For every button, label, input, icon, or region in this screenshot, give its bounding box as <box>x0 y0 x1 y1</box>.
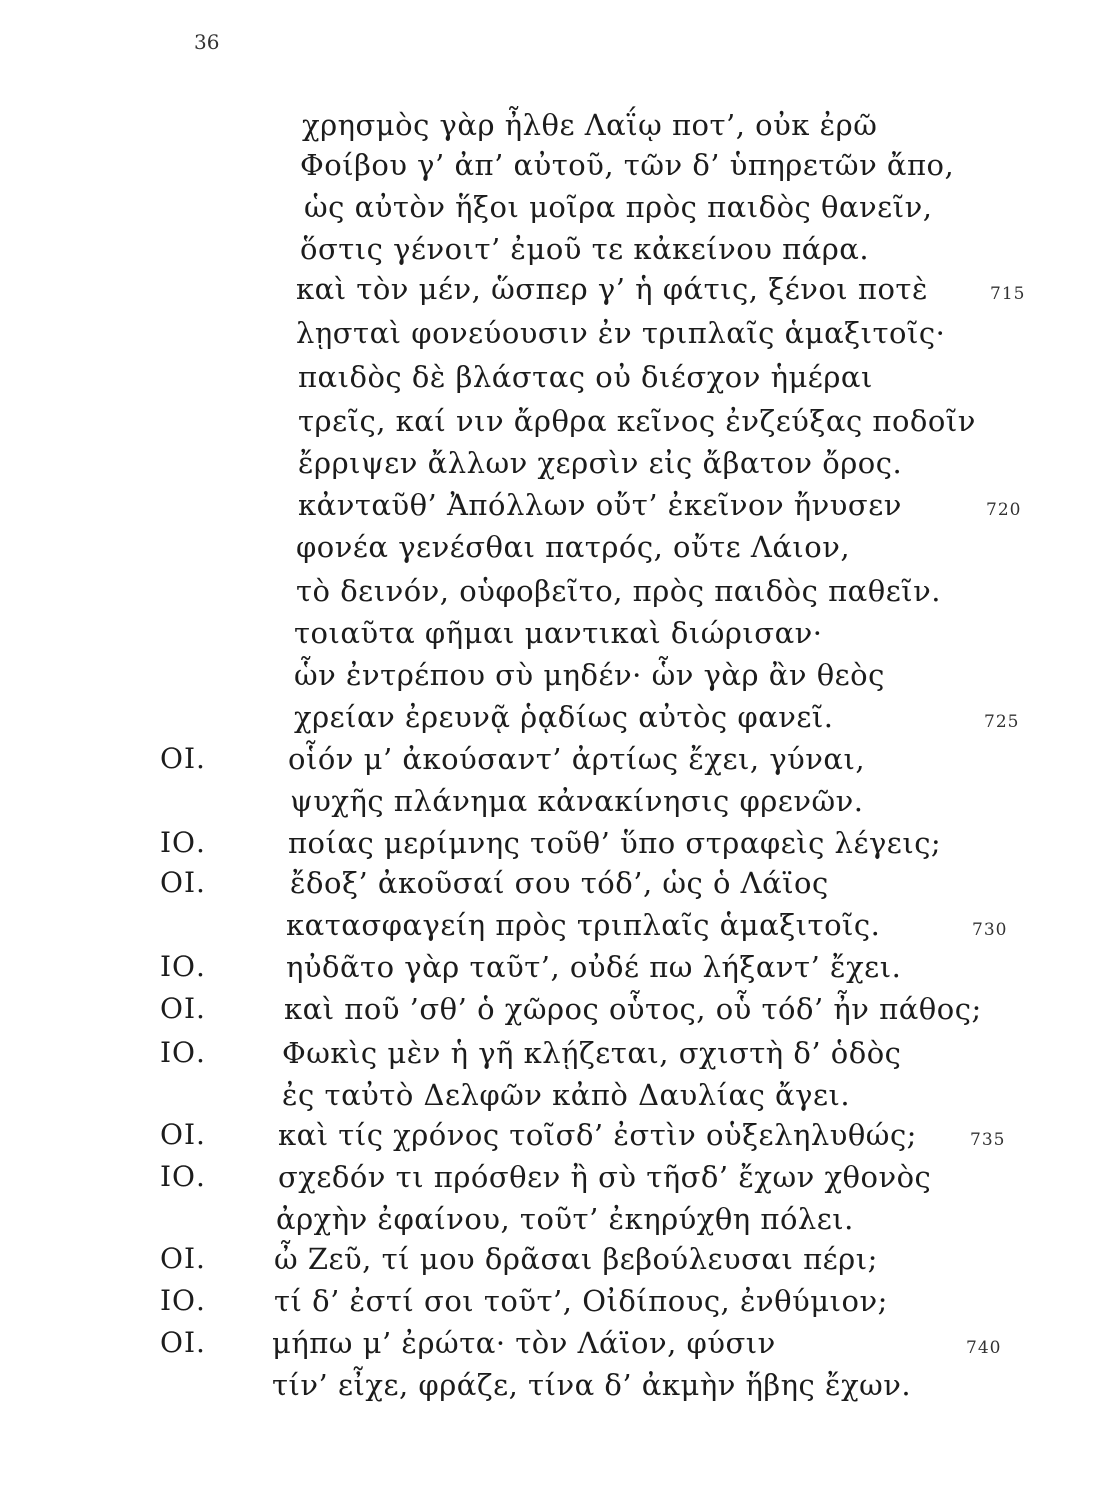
speaker-label: ΙΟ. <box>160 826 206 859</box>
page-number: 36 <box>194 30 220 54</box>
verse-line <box>0 148 1104 192</box>
verse-line <box>0 1036 1104 1080</box>
speaker-label: ΙΟ. <box>160 1160 206 1193</box>
verse-text: ἔδοξ’ ἀκοῦσαί σου τόδ’, ὡς ὁ Λάϊος <box>290 866 829 900</box>
verse-line <box>0 742 1104 786</box>
verse-text: ὧν ἐντρέπου σὺ μηδέν· ὧν γὰρ ἂν θεὸς <box>294 658 885 692</box>
line-number: 725 <box>984 712 1020 732</box>
verse-text: κατασφαγείη πρὸς τριπλαῖς ἁμαξιτοῖς. <box>286 908 881 942</box>
verse-line <box>0 700 1104 744</box>
verse-text: ψυχῆς πλάνημα κἀνακίνησις φρενῶν. <box>290 784 864 818</box>
speaker-label: ΟΙ. <box>160 992 206 1025</box>
verse-line <box>0 530 1104 574</box>
verse-line <box>0 1202 1104 1246</box>
verse-text: λῃσταὶ φονεύουσιν ἐν τριπλαῖς ἁμαξιτοῖς· <box>296 316 946 350</box>
verse-text: ἐς ταὐτὸ Δελφῶν κἀπὸ Δαυλίας ἄγει. <box>282 1078 851 1112</box>
verse-line <box>0 574 1104 618</box>
verse-line <box>0 950 1104 994</box>
verse-line <box>0 784 1104 828</box>
verse-line <box>0 190 1104 234</box>
verse-line <box>0 108 1104 152</box>
verse-text: τίν’ εἶχε, φράζε, τίνα δ’ ἀκμὴν ἥβης ἔχων. <box>272 1368 912 1402</box>
verse-line <box>0 992 1104 1036</box>
verse-text: καὶ τίς χρόνος τοῖσδ’ ἐστὶν οὑξεληλυθώς; <box>278 1118 917 1152</box>
verse-line <box>0 1326 1104 1370</box>
verse-line <box>0 616 1104 660</box>
verse-line <box>0 1242 1104 1286</box>
verse-line <box>0 316 1104 360</box>
verse-line <box>0 404 1104 448</box>
verse-line <box>0 866 1104 910</box>
verse-line <box>0 908 1104 952</box>
verse-text: καὶ ποῦ ’σθ’ ὁ χῶρος οὗτος, οὗ τόδ’ ἦν πάθος; <box>284 992 982 1026</box>
line-number: 720 <box>986 500 1022 520</box>
verse-line <box>0 1284 1104 1328</box>
speaker-label: ΟΙ. <box>160 866 206 899</box>
verse-text: Φωκὶς μὲν ἡ γῆ κλῄζεται, σχιστὴ δ’ ὁδὸς <box>282 1036 902 1070</box>
verse-text: ηὐδᾶτο γὰρ ταῦτ’, οὐδέ πω λήξαντ’ ἔχει. <box>286 950 902 984</box>
verse-text: τοιαῦτα φῆμαι μαντικαὶ διώρισαν· <box>294 616 823 650</box>
verse-text: παιδὸς δὲ βλάστας οὐ διέσχον ἡμέραι <box>298 360 873 394</box>
speaker-label: ΙΟ. <box>160 950 206 983</box>
verse-line <box>0 1118 1104 1162</box>
verse-text: ὅστις γένοιτ’ ἐμοῦ τε κἀκείνου πάρα. <box>300 232 870 266</box>
verse-text: κἀνταῦθ’ Ἀπόλλων οὔτ’ ἐκεῖνον ἤνυσεν <box>298 488 902 522</box>
speaker-label: ΙΟ. <box>160 1284 206 1317</box>
speaker-label: ΟΙ. <box>160 1326 206 1359</box>
verse-text: χρείαν ἐρευνᾷ ῥᾳδίως αὐτὸς φανεῖ. <box>294 700 834 734</box>
speaker-label: ΟΙ. <box>160 1118 206 1151</box>
verse-line <box>0 1078 1104 1122</box>
verse-text: ἀρχὴν ἐφαίνου, τοῦτ’ ἐκηρύχθη πόλει. <box>276 1202 854 1236</box>
verse-line <box>0 446 1104 490</box>
verse-line <box>0 360 1104 404</box>
line-number: 735 <box>970 1130 1006 1150</box>
line-number: 715 <box>990 284 1026 304</box>
verse-text: ὦ Ζεῦ, τί μου δρᾶσαι βεβούλευσαι πέρι; <box>274 1242 878 1276</box>
verse-line <box>0 488 1104 532</box>
verse-text: τὸ δεινόν, οὑφοβεῖτο, πρὸς παιδὸς παθεῖν. <box>296 574 941 608</box>
verse-line <box>0 826 1104 870</box>
verse-text: φονέα γενέσθαι πατρός, οὔτε Λάιον, <box>296 530 851 564</box>
verse-text: ὡς αὐτὸν ἥξοι μοῖρα πρὸς παιδὸς θανεῖν, <box>304 190 933 224</box>
speaker-label: ΙΟ. <box>160 1036 206 1069</box>
verse-line <box>0 272 1104 316</box>
verse-text: τρεῖς, καί νιν ἄρθρα κεῖνος ἐνζεύξας ποδοῖν <box>298 404 976 438</box>
verse-line <box>0 1368 1104 1412</box>
verse-text: οἷόν μ’ ἀκούσαντ’ ἀρτίως ἔχει, γύναι, <box>288 742 866 776</box>
line-number: 730 <box>972 920 1008 940</box>
verse-text: τί δ’ ἐστί σοι τοῦτ’, Οἰδίπους, ἐνθύμιον; <box>274 1284 888 1318</box>
verse-line <box>0 232 1104 276</box>
line-number: 740 <box>966 1338 1002 1358</box>
verse-text: μήπω μ’ ἐρώτα· τὸν Λάϊον, φύσιν <box>272 1326 776 1360</box>
verse-text: χρησμὸς γὰρ ἦλθε Λαΐῳ ποτ’, οὐκ ἐρῶ <box>302 108 878 142</box>
speaker-label: ΟΙ. <box>160 1242 206 1275</box>
verse-text: ποίας μερίμνης τοῦθ’ ὕπο στραφεὶς λέγεις; <box>288 826 942 860</box>
verse-line <box>0 1160 1104 1204</box>
speaker-label: ΟΙ. <box>160 742 206 775</box>
verse-text: Φοίβου γ’ ἀπ’ αὐτοῦ, τῶν δ’ ὑπηρετῶν ἄπο, <box>300 148 955 182</box>
verse-text: ἔρριψεν ἄλλων χερσὶν εἰς ἄβατον ὄρος. <box>298 446 903 480</box>
verse-text: καὶ τὸν μέν, ὥσπερ γ’ ἡ φάτις, ξένοι ποτὲ <box>296 272 929 306</box>
verse-text: σχεδόν τι πρόσθεν ἢ σὺ τῆσδ’ ἔχων χθονὸς <box>278 1160 932 1194</box>
verse-line <box>0 658 1104 702</box>
